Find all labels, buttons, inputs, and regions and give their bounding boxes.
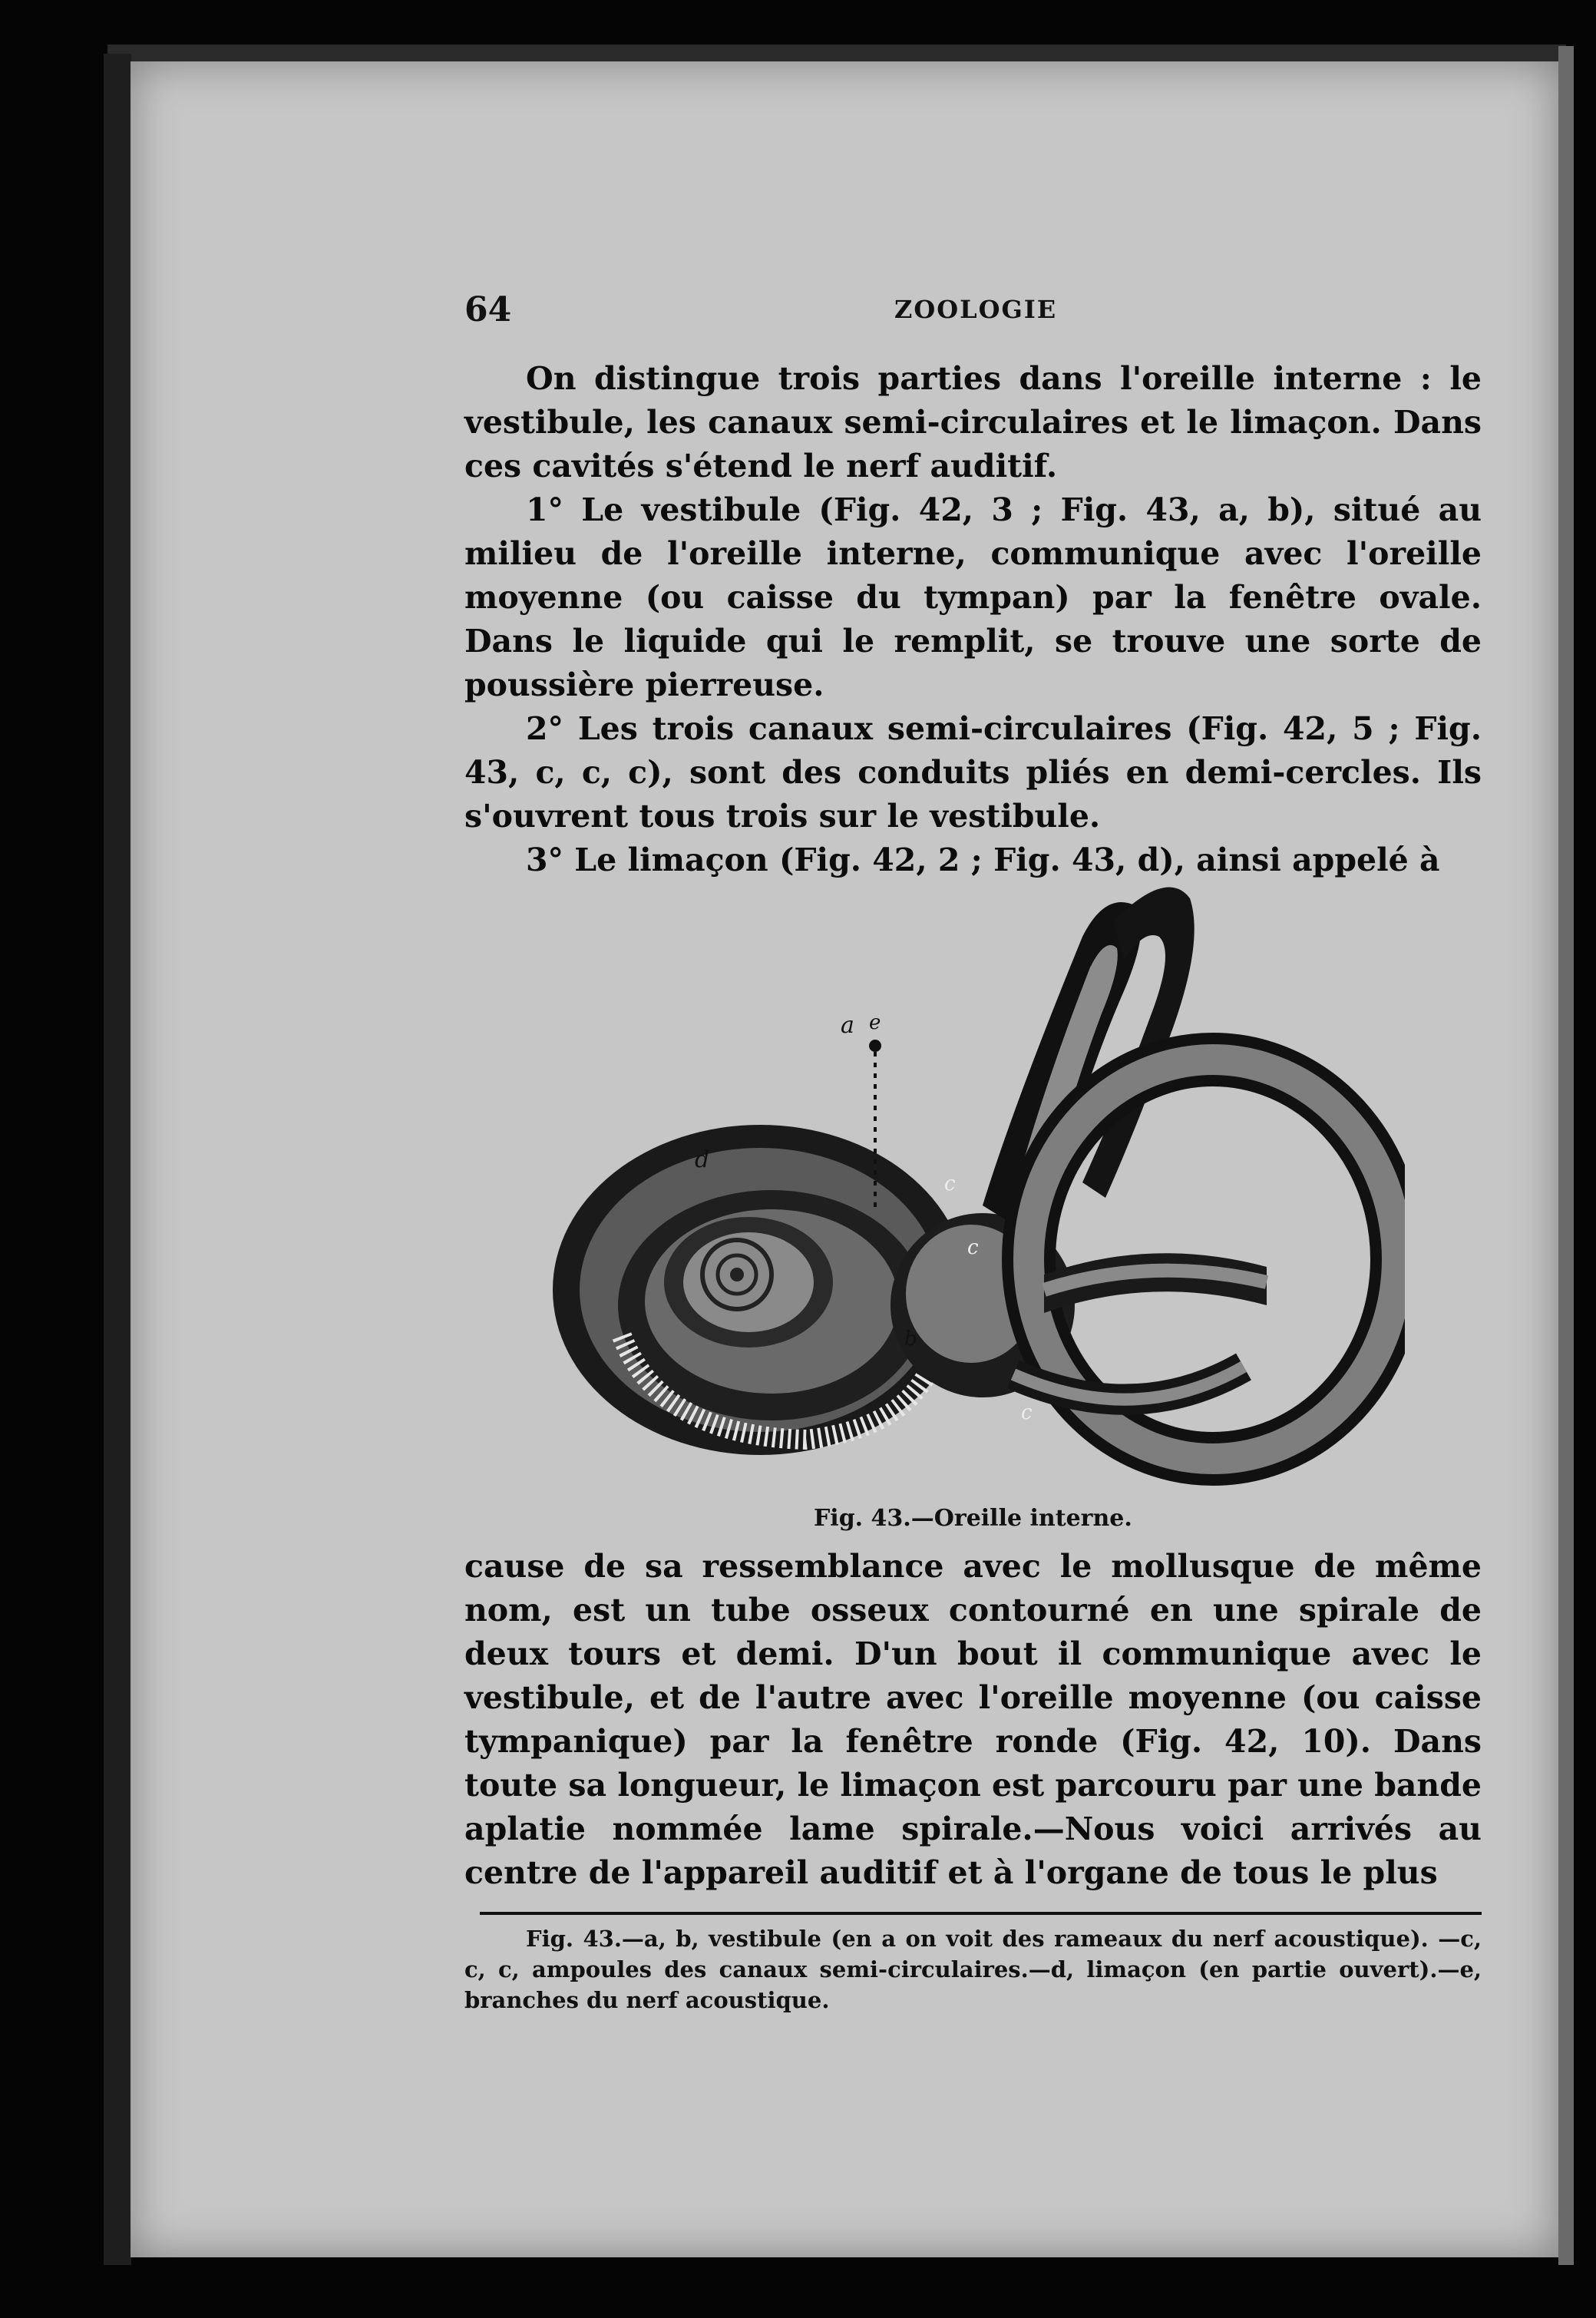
label-c-lateral: c [967, 1236, 979, 1259]
figure-caption: Fig. 43.—Oreille interne. [814, 1505, 1132, 1532]
text-block-top [464, 357, 1482, 882]
label-d: d [695, 1146, 710, 1173]
paragraph-limacon: 3° Le limaçon (Fig. 42, 2 ; Fig. 43, d), ainsi appelé à [526, 842, 1440, 878]
footnote [464, 1923, 1482, 2015]
label-a: a [841, 1012, 854, 1039]
paragraph-canaux: 2° Les trois canaux semi-circulaires (Fig. 42, 5 ; Fig. 43, c, c, c), sont des conduits pliés en demi-cercles. Ils s'ouvrent tous trois sur le vestibule. [464, 710, 1482, 835]
header-title: ZOOLOGIE [894, 295, 1058, 324]
inner-ear-figure [553, 875, 1405, 1505]
inner-ear-illustration [553, 875, 1405, 1505]
running-head [464, 290, 1482, 329]
paragraph-vestibule: 1° Le vestibule (Fig. 42, 3 ; Fig. 43, a, b), situé au milieu de l'oreille interne, communique avec l'oreille moyenne (ou caisse du tympan) par la fenêtre ovale. Dans le liquide qui le remplit, se trouve une sorte de poussière pierreuse. [464, 491, 1482, 703]
label-e: e [869, 1011, 881, 1034]
label-c-superior: c [944, 1172, 956, 1195]
label-b: b [904, 1328, 917, 1351]
footnote-text: Fig. 43.—a, b, vestibule (en a on voit des rameaux du nerf acoustique). —c, c, c, ampoules des canaux semi-circulaires.—d, limaçon (en partie ouvert).—e, branches du nerf acoustique. [464, 1926, 1482, 2013]
label-c-posterior: c [1021, 1401, 1033, 1424]
footnote-rule [480, 1912, 1482, 1915]
paragraph-limacon-continued: cause de sa ressemblance avec le mollusque de même nom, est un tube osseux contourné en une spirale de deux tours et demi. D'un bout il communique avec le vestibule, et de l'autre avec l'oreille moyenne (ou caisse tympanique) par la fenêtre ronde (Fig. 42, 10). Dans toute sa longueur, le limaçon est parcouru par une bande aplatie nommée lame spirale.—Nous voici arrivés au centre de l'appareil auditif et à l'organe de tous le plus [464, 1548, 1482, 1891]
page-edge-right [1558, 46, 1574, 2265]
nerve-pointer-dot [869, 1040, 881, 1052]
page-edge-left [104, 54, 131, 2265]
page-number: 64 [464, 290, 512, 329]
paragraph-intro: On distingue trois parties dans l'oreille interne : le vestibule, les canaux semi-circulaires et le limaçon. Dans ces cavités s'étend le nerf auditif. [464, 360, 1482, 484]
cochlea-apex [730, 1268, 744, 1281]
text-block-bottom [464, 1545, 1482, 1895]
